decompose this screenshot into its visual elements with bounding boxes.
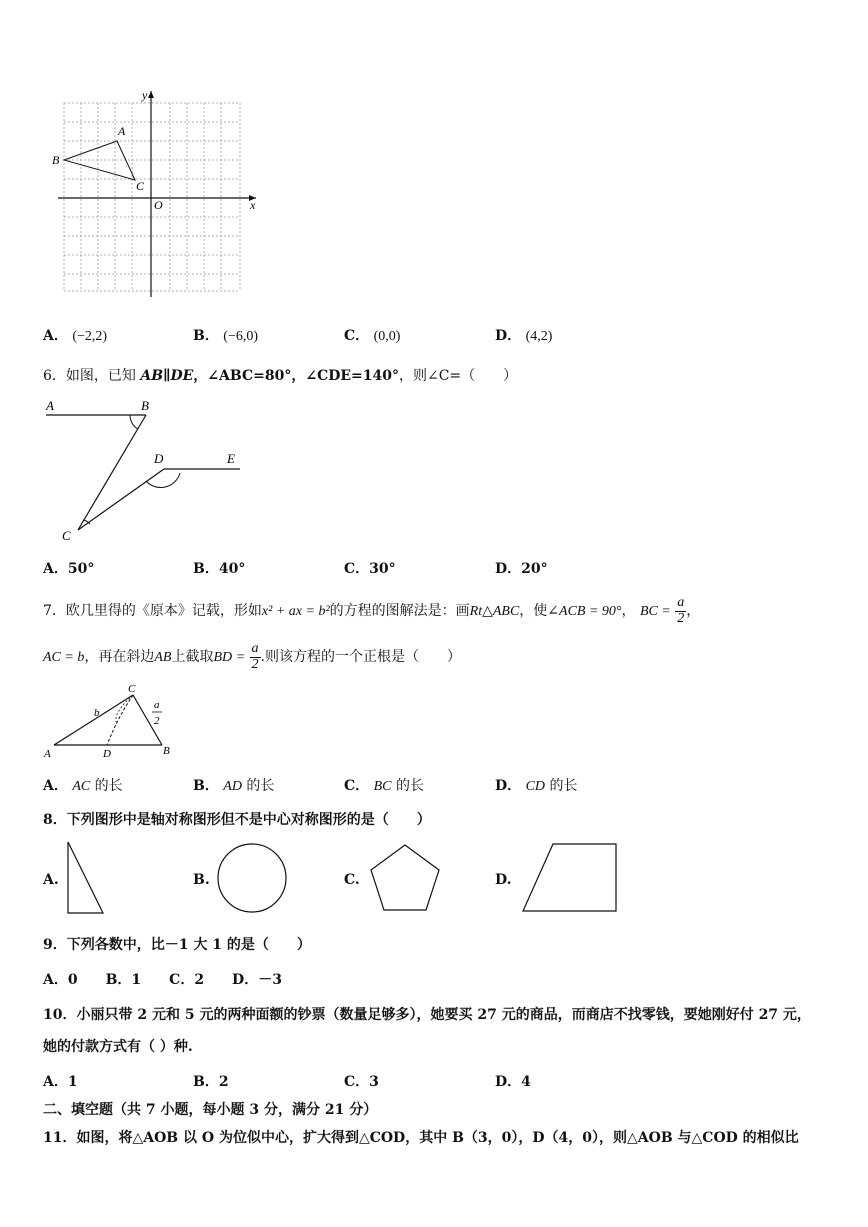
right-triangle-figure	[40, 682, 180, 762]
right-trapezoid-shape	[521, 842, 619, 914]
coordinate-grid-figure	[50, 85, 265, 305]
q5-option-b[interactable]: B． (−6,0)	[193, 328, 259, 344]
q6-option-b[interactable]: B．40°	[193, 561, 246, 577]
point-d-label: D	[154, 451, 164, 466]
point-a-label: A	[44, 748, 51, 760]
q8-question: 8．下列图形中是轴对称图形但不是中心对称图形的是（ ）	[43, 812, 431, 828]
point-b-label: B	[163, 745, 170, 757]
q7-option-c[interactable]: C． BC 的长	[344, 778, 424, 794]
point-b-label: B	[141, 398, 149, 413]
q6-option-c[interactable]: C．30°	[344, 561, 396, 577]
parallel-lines-figure	[42, 395, 247, 545]
q10-option-d[interactable]: D．4	[495, 1074, 531, 1090]
point-b-label: B	[52, 153, 60, 167]
q6-option-d[interactable]: D．20°	[495, 561, 548, 577]
point-a-label: A	[46, 398, 54, 413]
q5-option-d[interactable]: D． (4,2)	[495, 328, 553, 344]
point-c-label: C	[136, 179, 145, 193]
q7-option-d[interactable]: D． CD 的长	[495, 778, 578, 794]
q7-option-a[interactable]: A． AC 的长	[43, 778, 123, 794]
point-e-label: E	[227, 451, 235, 466]
pentagon-shape	[369, 843, 441, 913]
q9-options[interactable]: A．0 B．1 C．2 D．－3	[43, 972, 282, 988]
point-c-label: C	[62, 528, 71, 543]
q8-option-a-label[interactable]: A.	[43, 872, 59, 888]
side-a-denominator: 2	[154, 715, 160, 727]
q7-question-line2: AC = b，再在斜边AB上截取BD = $\frac{a}{2}$ .则该方程的一个正根是（ ）	[43, 641, 461, 672]
fraction-a-over-2: $\frac{a}{2}$	[677, 595, 685, 626]
q10-question-line1: 10．小丽只带 2 元和 5 元的两种面额的钞票（数量足够多），她要买 27 元的商品，而商店不找零钱，要她刚好付 27 元，	[43, 1007, 811, 1023]
origin-label: O	[154, 198, 163, 212]
q5-option-c[interactable]: C． (0,0)	[344, 328, 401, 344]
circle-shape	[216, 842, 288, 914]
q7-question-line1: 7．欧几里得的《原本》记载，形如x² + ax = b²的方程的图解法是：画Rt△ABC，使∠ACB = 90°， BC = $\frac{a}{2}$ ，	[43, 595, 701, 626]
q11-question: 11．如图，将△AOB 以 O 为位似中心，扩大得到△COD，其中 B（3，0），D（4，0），则△AOB 与△COD 的相似比	[43, 1130, 799, 1146]
side-a-numerator: a	[154, 699, 160, 711]
q6-question: 6．如图，已知 AB∥DE，∠ABC=80°，∠CDE=140°，则∠C=（ ）	[43, 368, 518, 384]
q6-option-a[interactable]: A．50°	[43, 561, 95, 577]
point-a-label: A	[118, 124, 126, 138]
q10-option-b[interactable]: B．2	[193, 1074, 229, 1090]
point-d-label: D	[103, 748, 111, 760]
q10-option-c[interactable]: C．3	[344, 1074, 379, 1090]
x-axis-label: x	[250, 198, 256, 212]
point-c-label: C	[128, 683, 136, 695]
section-heading: 二、填空题（共 7 小题，每小题 3 分，满分 21 分）	[43, 1102, 378, 1118]
q9-question: 9．下列各数中，比－1 大 1 的是（ ）	[43, 937, 311, 953]
q8-option-b-label[interactable]: B.	[193, 872, 210, 888]
q7-option-b[interactable]: B． AD 的长	[193, 778, 275, 794]
side-b-label: b	[94, 707, 100, 719]
q10-option-a[interactable]: A．1	[43, 1074, 78, 1090]
fraction-a-over-2: $\frac{a}{2}$	[251, 641, 259, 672]
right-triangle-shape	[66, 840, 106, 916]
q8-option-d-label[interactable]: D.	[495, 872, 512, 888]
y-axis-label: y	[142, 88, 148, 102]
q8-option-c-label[interactable]: C.	[344, 872, 360, 888]
q10-question-line2: 她的付款方式有（ ）种.	[43, 1039, 193, 1055]
q5-option-a[interactable]: A． (−2,2)	[43, 328, 108, 344]
